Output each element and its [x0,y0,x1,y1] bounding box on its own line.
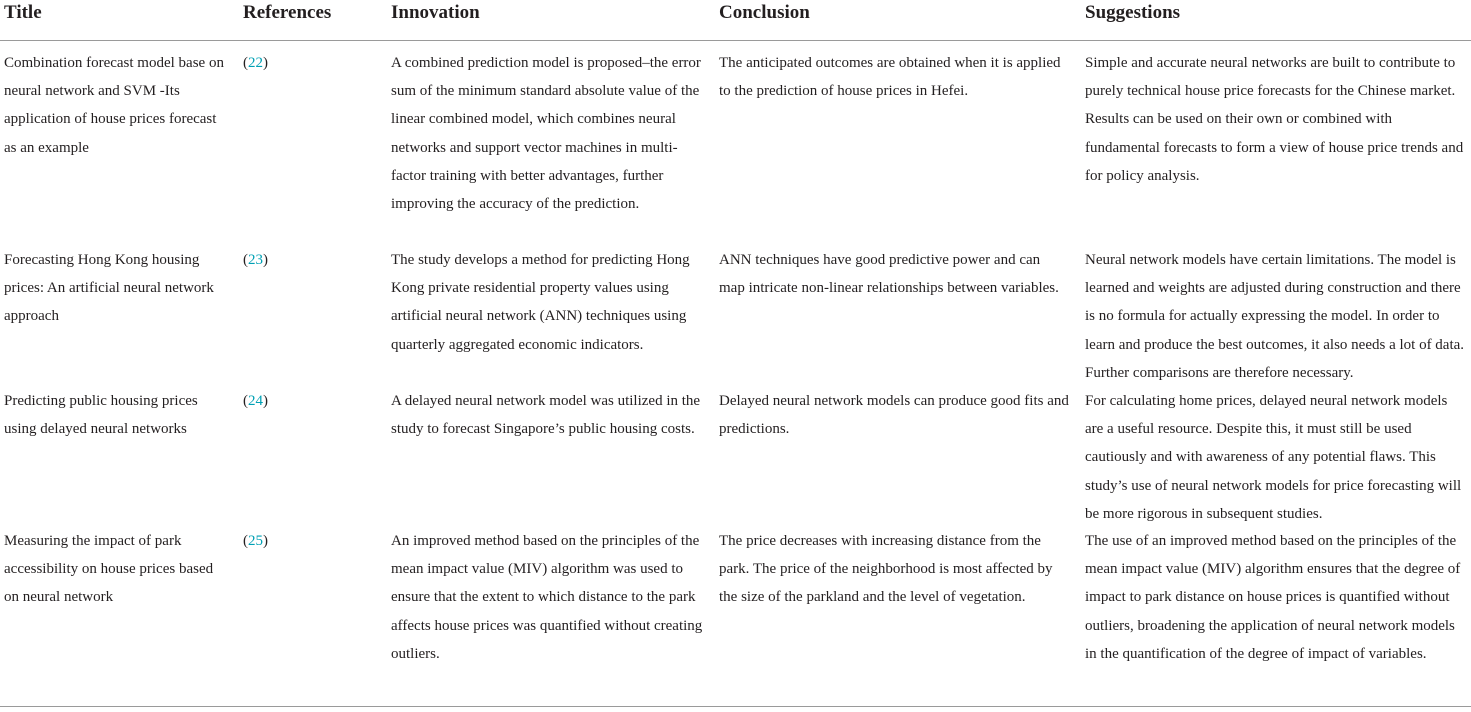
header-references: References [243,2,332,23]
reference-link[interactable]: 23 [248,252,263,268]
row-suggestions: Simple and accurate neural networks are built to contribute to purely technical house price forecasts for the Chinese market. Results can be used on their own or combined with fundamental forecasts to form a view of house price trends and for policy analysis. [1085,55,1464,184]
reference-link[interactable]: 24 [248,393,263,409]
row-reference: (25) [243,533,268,549]
row-conclusion: The anticipated outcomes are obtained when it is applied to the prediction of house prices in Hefei. [719,55,1061,100]
row-conclusion: The price decreases with increasing distance from the park. The price of the neighborhood is most affected by the size of the parkland and the level of vegetation. [719,533,1053,606]
header-conclusion: Conclusion [719,2,810,23]
reference-link[interactable]: 22 [248,55,263,71]
row-reference: (24) [243,393,268,409]
row-title: Measuring the impact of park accessibility on house prices based on neural network [4,533,214,606]
table-header [0,0,1471,41]
row-suggestions: For calculating home prices, delayed neural network models are a useful resource. Despite this, it must still be used cautiously and with awareness of any potential flaws. This study’s use of neural network models for price forecasting will be more rigorous in subsequent studies. [1085,393,1462,522]
row-reference: (23) [243,252,268,268]
row-title: Predicting public housing prices using delayed neural networks [4,393,198,438]
table-bottom-rule [0,706,1471,707]
header-innovation: Innovation [391,2,480,23]
row-innovation: An improved method based on the principles of the mean impact value (MIV) algorithm was used to ensure that the extent to which distance to the park affects house prices was quantified without creating outliers. [391,533,703,662]
row-innovation: The study develops a method for predicting Hong Kong private residential property values using artificial neural network (ANN) techniques using quarterly aggregated economic indicators. [391,252,690,353]
row-reference: (22) [243,55,268,71]
reference-link[interactable]: 25 [248,533,263,549]
row-innovation: A combined prediction model is proposed–the error sum of the minimum standard absolute value of the linear combined model, which combines neural networks and support vector machines in multi-factor training with better advantages, further improving the accuracy of the prediction. [391,55,701,213]
row-title: Combination forecast model base on neural network and SVM -Its application of house prices forecast as an example [4,55,224,156]
row-conclusion: Delayed neural network models can produce good fits and predictions. [719,393,1069,438]
header-suggestions: Suggestions [1085,2,1181,23]
header-title: Title [4,2,42,23]
row-conclusion: ANN techniques have good predictive power and can map intricate non-linear relationships between variables. [719,252,1059,297]
row-suggestions: Neural network models have certain limitations. The model is learned and weights are adjusted during construction and there is no formula for actually expressing the model. In order to learn and produce the best outcomes, it also needs a lot of data. Further comparisons are therefore necessary. [1085,252,1465,381]
row-innovation: A delayed neural network model was utilized in the study to forecast Singapore’s public housing costs. [391,393,701,438]
row-suggestions: The use of an improved method based on the principles of the mean impact value (MIV) algorithm ensures that the degree of impact to park distance on house prices is quantified without outliers, broadening the application of neural network models in the quantification of the degree of impact of variables. [1085,533,1461,662]
row-title: Forecasting Hong Kong housing prices: An artificial neural network approach [4,252,214,325]
